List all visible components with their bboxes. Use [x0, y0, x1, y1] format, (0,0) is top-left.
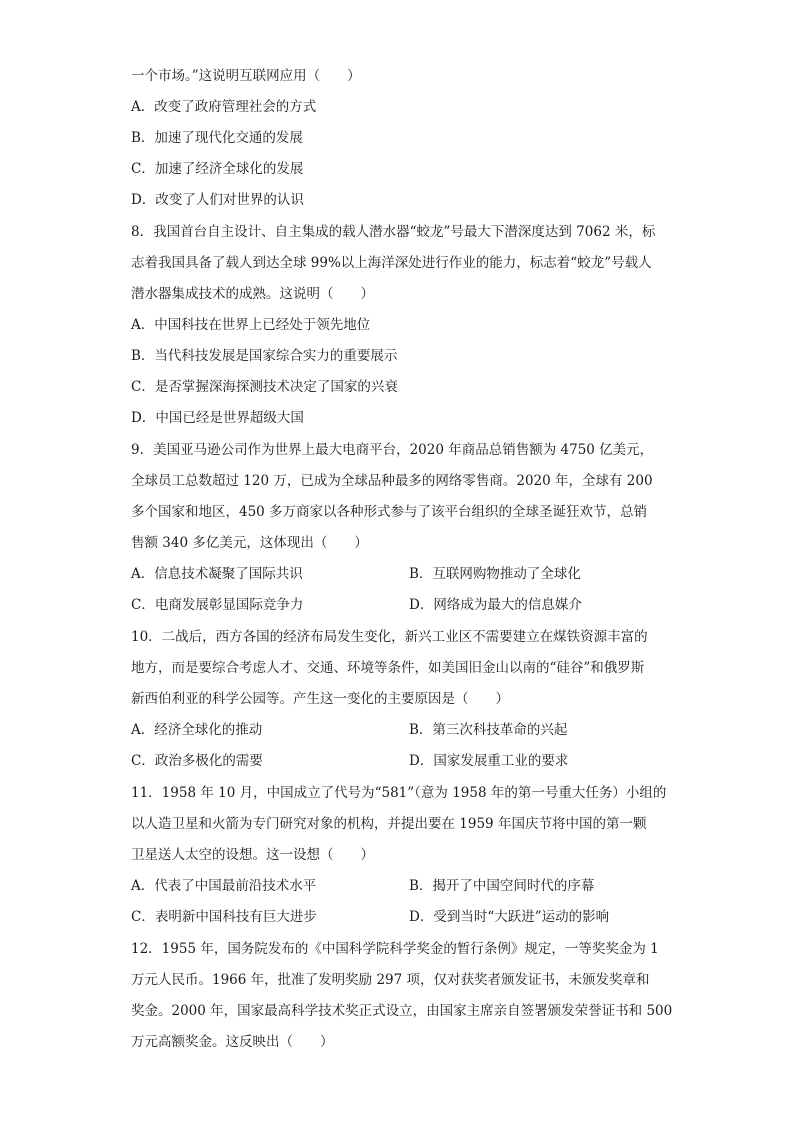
q7-option-b: B．加速了现代化交通的发展	[131, 130, 303, 146]
q12-stem-line-4: 万元高额奖金。这反映出（ ）	[131, 1034, 334, 1050]
q10-option-a: A．经济全球化的推动	[131, 722, 263, 738]
q10-stem-line-1: 10．二战后，西方各国的经济布局发生变化，新兴工业区不需要建立在煤铁资源丰富的	[131, 629, 648, 645]
q7-stem-tail: 一个市场。”这说明互联网应用（ ）	[131, 68, 361, 84]
q12-stem-line-3: 奖金。2000 年，国家最高科学技术奖正式设立，由国家主席亲自签署颁发荣誉证书和 500	[131, 1003, 673, 1019]
q10-option-d: D．国家发展重工业的要求	[409, 753, 569, 769]
q8-option-b: B．当代科技发展是国家综合实力的重要展示	[131, 348, 398, 364]
q10-option-b: B．第三次科技革命的兴起	[409, 722, 568, 738]
q8-option-a: A．中国科技在世界上已经处于领先地位	[131, 317, 371, 333]
q7-option-a: A．改变了政府管理社会的方式	[131, 99, 317, 115]
q8-option-d: D．中国已经是世界超级大国	[131, 410, 304, 426]
q12-stem-line-2: 万元人民币。1966 年，批准了发明奖励 297 项，仅对获奖者颁发证书，未颁发奖章和	[131, 972, 650, 988]
q9-stem-line-4: 售额 340 多亿美元，这体现出（ ）	[131, 535, 368, 551]
q9-option-a: A．信息技术凝聚了国际共识	[131, 566, 303, 582]
q11-option-c: C．表明新中国科技有巨大进步	[131, 909, 317, 925]
q10-option-c: C．政治多极化的需要	[131, 753, 263, 769]
q11-stem-line-2: 以人造卫星和火箭为专门研究对象的机构，并提出要在 1959 年国庆节将中国的第一颗	[131, 816, 647, 832]
q10-stem-line-3: 新西伯利亚的科学公园等。产生这一变化的主要原因是（ ）	[131, 691, 509, 707]
q9-option-c: C．电商发展彰显国际竞争力	[131, 597, 304, 613]
q7-option-c: C．加速了经济全球化的发展	[131, 161, 304, 177]
q8-stem-line-2: 志着我国具备了载人到达全球 99%以上海洋深处进行作业的能力，标志着“蛟龙”号载人	[131, 255, 652, 271]
q11-option-b: B．揭开了中国空间时代的序幕	[409, 878, 595, 894]
q12-stem-line-1: 12．1955 年，国务院发布的《中国科学院科学奖金的暂行条例》规定，一等奖奖金为 1	[131, 941, 659, 957]
q10-stem-line-2: 地方，而是要综合考虑人才、交通、环境等条件，如美国旧金山以南的“硅谷”和俄罗斯	[131, 660, 645, 676]
q7-option-d: D．改变了人们对世界的认识	[131, 192, 304, 208]
q9-stem-line-3: 多个国家和地区，450 多万商家以各种形式参与了该平台组织的全球圣诞狂欢节，总销	[131, 504, 648, 520]
q8-option-c: C．是否掌握深海探测技术决定了国家的兴衰	[131, 379, 398, 395]
q9-option-b: B．互联网购物推动了全球化	[409, 566, 581, 582]
q9-stem-line-1: 9．美国亚马逊公司作为世界上最大电商平台，2020 年商品总销售额为 4750 亿美元，	[131, 442, 654, 458]
q9-option-d: D．网络成为最大的信息媒介	[409, 597, 582, 613]
q9-stem-line-2: 全球员工总数超过 120 万，已成为全球品种最多的网络零售商。2020 年，全球有 200	[131, 473, 653, 489]
q11-option-a: A．代表了中国最前沿技术水平	[131, 878, 317, 894]
q11-stem-line-3: 卫星送人太空的设想。这一设想（ ）	[131, 847, 374, 863]
q11-option-d: D．受到当时“大跃进”运动的影响	[409, 909, 610, 925]
q8-stem-line-1: 8．我国首台自主设计、自主集成的载人潜水器“蛟龙”号最大下潜深度达到 7062 米，标	[131, 224, 656, 240]
q11-stem-line-1: 11．1958 年 10 月，中国成立了代号为“581”（意为 1958 年的第一号重大任务）小组的	[131, 785, 667, 801]
q8-stem-line-3: 潜水器集成技术的成熟。这说明（ ）	[131, 286, 374, 302]
